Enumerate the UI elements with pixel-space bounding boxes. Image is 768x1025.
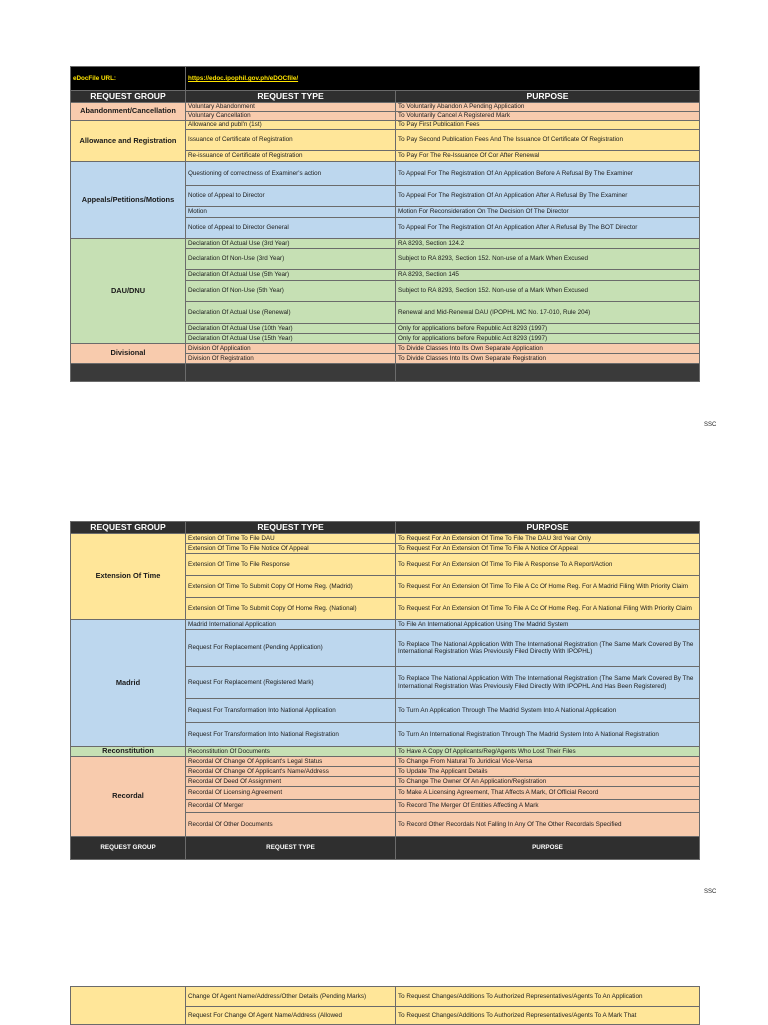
request-type-cell: Request For Transformation Into National Application: [186, 699, 396, 723]
request-type-cell: Reconstitution Of Documents: [186, 747, 396, 757]
purpose-cell: To Request For An Extension Of Time To File The DAU 3rd Year Only: [396, 534, 700, 544]
request-type-cell: Voluntary Cancellation: [186, 112, 396, 121]
header-request-type: REQUEST TYPE: [186, 522, 396, 534]
purpose-cell: To Appeal For The Registration Of An Application Before A Refusal By The Examiner: [396, 162, 700, 186]
purpose-cell: To Request Changes/Additions To Authorized Representatives/Agents To A Mark That: [396, 1007, 700, 1025]
request-group-appeals-petitions-motions: Appeals/Petitions/Motions: [71, 162, 186, 239]
purpose-cell: To Request For An Extension Of Time To File A Response To A Report/Action: [396, 554, 700, 576]
request-type-cell: Recordal Of Other Documents: [186, 813, 396, 837]
request-type-cell: Division Of Application: [186, 344, 396, 354]
request-type-cell: Issuance of Certificate of Registration: [186, 130, 396, 151]
purpose-cell: To Turn An Application Through The Madrid System Into A National Application: [396, 699, 700, 723]
purpose-cell: To File An International Application Using The Madrid System: [396, 620, 700, 630]
footer-purpose: PURPOSE: [396, 837, 700, 860]
purpose-cell: To Change The Owner Of An Application/Registration: [396, 777, 700, 787]
edocfile-url-link[interactable]: https://edoc.ipophil.gov.ph/eDOCfile/: [188, 74, 299, 82]
edocfile-url-label: eDocFile URL:: [71, 67, 186, 91]
request-type-cell: Notice of Appeal to Director: [186, 186, 396, 207]
table-header-row: [71, 522, 700, 534]
purpose-cell: To Request For An Extension Of Time To File A Cc Of Home Reg. For A Madrid Filing With Priority Claim: [396, 576, 700, 598]
header-purpose: PURPOSE: [396, 91, 700, 103]
request-type-cell: Change Of Agent Name/Address/Other Details (Pending Marks): [186, 987, 396, 1007]
header-request-group: REQUEST GROUP: [71, 91, 186, 103]
purpose-cell: To Replace The National Application With The International Registration (The Same Mark Covered By The International Registration Was Previously Filed Directly With IPOPHL): [396, 630, 700, 667]
purpose-cell: To Turn An International Registration Through The Madrid System Into A National Registration: [396, 723, 700, 747]
request-type-cell: Declaration Of Actual Use (Renewal): [186, 302, 396, 324]
request-type-cell: Notice of Appeal to Director General: [186, 218, 396, 239]
purpose-cell: To Have A Copy Of Applicants/Reg/Agents Who Lost Their Files: [396, 747, 700, 757]
table-row: [71, 121, 700, 130]
purpose-cell: To Request For An Extension Of Time To File A Cc Of Home Reg. For A National Filing With Priority Claim: [396, 598, 700, 620]
request-type-cell: Madrid International Application: [186, 620, 396, 630]
footer-request-group: REQUEST GROUP: [71, 837, 186, 860]
purpose-cell: Renewal and Mid-Renewal DAU (IPOPHL MC No. 17-010, Rule 204): [396, 302, 700, 324]
request-type-cell: Request For Replacement (Registered Mark): [186, 667, 396, 699]
ssc-mark: SSC: [704, 422, 717, 428]
table-row: [71, 239, 700, 249]
purpose-cell: To Replace The National Application With The International Registration (The Same Mark Covered By The International Registration Was Previously Filed Directly With IPOPHL And Has Been Registered): [396, 667, 700, 699]
request-table-3: [70, 986, 700, 1025]
header-request-group: REQUEST GROUP: [71, 522, 186, 534]
request-type-cell: Recordal Of Licensing Agreement: [186, 787, 396, 800]
request-type-cell: Recordal Of Change Of Applicant's Name/Address: [186, 767, 396, 777]
purpose-cell: Only for applications before Republic Act 8293 (1997): [396, 334, 700, 344]
request-group-divisional: Divisional: [71, 344, 186, 364]
header-purpose: PURPOSE: [396, 522, 700, 534]
request-type-cell: Extension Of Time To File Notice Of Appeal: [186, 544, 396, 554]
purpose-cell: To Voluntarily Abandon A Pending Application: [396, 103, 700, 112]
header-request-type: REQUEST TYPE: [186, 91, 396, 103]
purpose-cell: Subject to RA 8293, Section 152. Non-use of a Mark When Excused: [396, 281, 700, 302]
request-type-cell: Declaration Of Actual Use (5th Year): [186, 270, 396, 281]
table-row: [71, 103, 700, 112]
purpose-cell: Subject to RA 8293, Section 152. Non-use of a Mark When Excused: [396, 249, 700, 270]
table-row: [71, 162, 700, 186]
request-group-reconstitution: Reconstitution: [71, 747, 186, 757]
request-type-cell: Request For Transformation Into National Registration: [186, 723, 396, 747]
purpose-cell: Only for applications before Republic Act 8293 (1997): [396, 324, 700, 334]
request-group-recordal: Recordal: [71, 757, 186, 837]
request-type-cell: Recordal Of Deed Of Assignment: [186, 777, 396, 787]
request-table-1: [70, 66, 700, 382]
table-filler-row: [71, 364, 700, 382]
request-type-cell: Recordal Of Change Of Applicant's Legal Status: [186, 757, 396, 767]
request-type-cell: Declaration Of Actual Use (3rd Year): [186, 239, 396, 249]
request-type-cell: Extension Of Time To Submit Copy Of Home Reg. (National): [186, 598, 396, 620]
request-type-cell: Re-issuance of Certificate of Registration: [186, 151, 396, 162]
request-type-cell: Declaration Of Non-Use (3rd Year): [186, 249, 396, 270]
table-row: [71, 344, 700, 354]
purpose-cell: To Record The Merger Of Entities Affecting A Mark: [396, 800, 700, 813]
purpose-cell: To Change From Natural To Juridical Vice-Versa: [396, 757, 700, 767]
request-group-allowance-and-registration: Allowance and Registration: [71, 121, 186, 162]
table-row: [71, 757, 700, 767]
request-group-abandonment-cancellation: Abandonment/Cancellation: [71, 103, 186, 121]
request-group-extension-of-time: Extension Of Time: [71, 534, 186, 620]
purpose-cell: To Make A Licensing Agreement, That Affects A Mark, Of Official Record: [396, 787, 700, 800]
request-type-cell: Motion: [186, 207, 396, 218]
edocfile-url-row: [71, 67, 700, 91]
request-group-cell: [71, 987, 186, 1025]
purpose-cell: To Divide Classes Into Its Own Separate Application: [396, 344, 700, 354]
purpose-cell: RA 8293, Section 124.2: [396, 239, 700, 249]
table-row: [71, 620, 700, 630]
footer-request-type: REQUEST TYPE: [186, 837, 396, 860]
request-type-cell: Request For Change Of Agent Name/Address (Allowed: [186, 1007, 396, 1025]
request-type-cell: Allowance and publ'n (1st): [186, 121, 396, 130]
request-type-cell: Extension Of Time To Submit Copy Of Home Reg. (Madrid): [186, 576, 396, 598]
purpose-cell: To Pay First Publication Fees: [396, 121, 700, 130]
table-header-row: [71, 91, 700, 103]
purpose-cell: Motion For Reconsideration On The Decision Of The Director: [396, 207, 700, 218]
purpose-cell: To Update The Applicant Details: [396, 767, 700, 777]
request-group-dau-dnu: DAU/DNU: [71, 239, 186, 344]
purpose-cell: To Appeal For The Registration Of An Application After A Refusal By The BOT Director: [396, 218, 700, 239]
request-type-cell: Recordal Of Merger: [186, 800, 396, 813]
request-type-cell: Voluntary Abandonment: [186, 103, 396, 112]
table-footer-header-row: [71, 837, 700, 860]
request-type-cell: Declaration Of Non-Use (5th Year): [186, 281, 396, 302]
purpose-cell: To Appeal For The Registration Of An Application After A Refusal By The Examiner: [396, 186, 700, 207]
purpose-cell: To Pay Second Publication Fees And The Issuance Of Certificate Of Registration: [396, 130, 700, 151]
table-row: [71, 534, 700, 544]
table-row: [71, 987, 700, 1007]
request-group-madrid: Madrid: [71, 620, 186, 747]
request-type-cell: Declaration Of Actual Use (10th Year): [186, 324, 396, 334]
request-table-2: [70, 521, 700, 860]
purpose-cell: To Record Other Recordals Not Falling In Any Of The Other Recordals Specified: [396, 813, 700, 837]
purpose-cell: To Divide Classes Into Its Own Separate Registration: [396, 354, 700, 364]
request-type-cell: Extension Of Time To File Response: [186, 554, 396, 576]
request-type-cell: Request For Replacement (Pending Application): [186, 630, 396, 667]
request-type-cell: Division Of Registration: [186, 354, 396, 364]
purpose-cell: RA 8293, Section 145: [396, 270, 700, 281]
table-row: [71, 747, 700, 757]
ssc-mark: SSC: [704, 889, 717, 895]
purpose-cell: To Pay For The Re-Issuance Of Cor After Renewal: [396, 151, 700, 162]
purpose-cell: To Request For An Extension Of Time To File A Notice Of Appeal: [396, 544, 700, 554]
purpose-cell: To Request Changes/Additions To Authorized Representatives/Agents To An Application: [396, 987, 700, 1007]
request-type-cell: Questioning of correctness of Examiner's action: [186, 162, 396, 186]
request-type-cell: Extension Of Time To File DAU: [186, 534, 396, 544]
request-type-cell: Declaration Of Actual Use (15th Year): [186, 334, 396, 344]
purpose-cell: To Voluntarily Cancel A Registered Mark: [396, 112, 700, 121]
